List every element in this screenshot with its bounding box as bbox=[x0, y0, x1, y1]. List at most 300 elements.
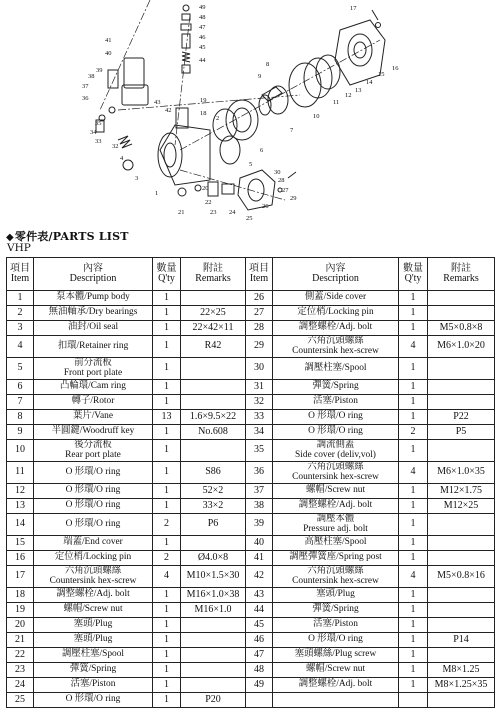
table-header-row bbox=[7, 258, 495, 291]
qty-cell: 4 bbox=[399, 462, 428, 484]
description-cell bbox=[34, 484, 153, 499]
remarks-cell: M8×1.25 bbox=[428, 663, 495, 678]
description-line: 調壓本體 bbox=[316, 513, 355, 524]
description-cell bbox=[34, 551, 153, 566]
table-row bbox=[7, 306, 495, 321]
description-cell bbox=[273, 678, 399, 693]
remarks-cell bbox=[181, 663, 246, 678]
svg-text:20: 20 bbox=[202, 185, 209, 192]
remarks-cell bbox=[428, 306, 495, 321]
remarks-cell: M5×0.8×8 bbox=[428, 321, 495, 336]
qty-cell: 1 bbox=[153, 536, 181, 551]
qty-cell: 1 bbox=[399, 663, 428, 678]
svg-text:34: 34 bbox=[90, 129, 97, 136]
remarks-cell: P5 bbox=[428, 425, 495, 440]
remarks-cell bbox=[428, 358, 495, 380]
qty-cell bbox=[399, 693, 428, 708]
qty-cell: 1 bbox=[153, 440, 181, 462]
description-cell bbox=[273, 588, 399, 603]
description-line: 塞頭/Plug bbox=[316, 589, 355, 600]
remarks-cell bbox=[181, 395, 246, 410]
description-line: 轉子/Rotor bbox=[71, 396, 115, 407]
description-line: 活塞/Piston bbox=[313, 619, 358, 630]
description-line: 前分流板 bbox=[74, 357, 112, 368]
description-line: 活塞/Piston bbox=[70, 679, 116, 690]
svg-text:48: 48 bbox=[199, 14, 206, 21]
remarks-cell: R42 bbox=[181, 336, 246, 358]
description-line: 調壓柱塞/Spool bbox=[304, 362, 367, 373]
description-line: 葉片/Vane bbox=[72, 411, 114, 422]
qty-cell: 1 bbox=[153, 499, 181, 514]
item-number-cell: 29 bbox=[246, 336, 273, 358]
svg-text:44: 44 bbox=[199, 57, 206, 64]
remarks-cell: 22×25 bbox=[181, 306, 246, 321]
item-number-cell: 32 bbox=[246, 395, 273, 410]
svg-text:9: 9 bbox=[258, 73, 262, 80]
item-number-cell: 2 bbox=[7, 306, 34, 321]
svg-text:45: 45 bbox=[199, 44, 206, 51]
svg-text:15: 15 bbox=[378, 71, 385, 78]
remarks-cell bbox=[428, 588, 495, 603]
description-line: 螺帽/Screw nut bbox=[305, 664, 366, 675]
description-cell bbox=[273, 410, 399, 425]
svg-text:23: 23 bbox=[210, 209, 217, 216]
qty-cell: 1 bbox=[399, 380, 428, 395]
description-line: Side cover (deliv,vol) bbox=[295, 449, 376, 460]
qty-cell: 1 bbox=[399, 618, 428, 633]
description-line: 螺帽/Screw nut bbox=[305, 485, 366, 496]
remarks-cell bbox=[181, 440, 246, 462]
section-title: 零件表/PARTS LIST bbox=[14, 230, 129, 243]
description-cell bbox=[34, 462, 153, 484]
item-number-cell: 18 bbox=[7, 588, 34, 603]
table-row bbox=[7, 648, 495, 663]
remarks-cell bbox=[428, 514, 495, 536]
description-cell bbox=[273, 514, 399, 536]
item-number-cell: 21 bbox=[7, 633, 34, 648]
description-cell bbox=[34, 380, 153, 395]
svg-text:32: 32 bbox=[112, 143, 119, 150]
description-line: O 形環/O ring bbox=[308, 426, 363, 437]
description-line: 六角沉頭螺絲 bbox=[307, 335, 364, 346]
description-line: 高壓柱塞/Spool bbox=[304, 537, 367, 548]
description-cell bbox=[273, 499, 399, 514]
description-cell bbox=[273, 291, 399, 306]
description-cell bbox=[34, 588, 153, 603]
svg-text:29: 29 bbox=[290, 195, 297, 202]
svg-text:22: 22 bbox=[205, 199, 212, 206]
remarks-cell: P22 bbox=[428, 410, 495, 425]
description-line: 調壓柱塞/Spool bbox=[62, 649, 124, 660]
description-line: 半圓鍵/Woodruff key bbox=[51, 426, 135, 437]
description-line: 彈簧/Spring bbox=[312, 604, 359, 615]
item-number-cell: 23 bbox=[7, 663, 34, 678]
svg-text:8: 8 bbox=[266, 61, 270, 68]
svg-text:35: 35 bbox=[95, 120, 102, 127]
description-line: 調流側蓋 bbox=[316, 439, 355, 450]
item-number-cell: 31 bbox=[246, 380, 273, 395]
model-label: VHP bbox=[7, 242, 31, 254]
description-line: 定位梢/Locking pin bbox=[297, 307, 374, 318]
qty-cell: 1 bbox=[153, 603, 181, 618]
description-cell bbox=[273, 551, 399, 566]
description-line: O 形環/O ring bbox=[65, 518, 121, 529]
description-cell bbox=[273, 336, 399, 358]
qty-cell: 1 bbox=[399, 395, 428, 410]
qty-cell: 1 bbox=[399, 291, 428, 306]
svg-text:40: 40 bbox=[105, 50, 112, 57]
remarks-cell bbox=[181, 618, 246, 633]
description-cell bbox=[34, 425, 153, 440]
remarks-cell: No.608 bbox=[181, 425, 246, 440]
svg-text:37: 37 bbox=[82, 83, 89, 90]
qty-cell: 13 bbox=[153, 410, 181, 425]
qty-cell: 2 bbox=[153, 551, 181, 566]
description-line: 凸輪環/Cam ring bbox=[60, 381, 126, 392]
qty-cell: 2 bbox=[399, 425, 428, 440]
description-cell bbox=[273, 663, 399, 678]
table-row bbox=[7, 358, 495, 380]
description-line: O 形環/O ring bbox=[65, 694, 121, 705]
table-row bbox=[7, 566, 495, 588]
remarks-cell bbox=[181, 678, 246, 693]
remarks-cell: S86 bbox=[181, 462, 246, 484]
table-row bbox=[7, 395, 495, 410]
svg-text:17: 17 bbox=[350, 5, 357, 12]
header-item: 項目 Item bbox=[7, 258, 34, 291]
table-row bbox=[7, 291, 495, 306]
item-number-cell: 28 bbox=[246, 321, 273, 336]
header-item: 項目 Item bbox=[246, 258, 273, 291]
description-line: O 形環/O ring bbox=[308, 634, 363, 645]
header-qty: 數量 Q'ty bbox=[153, 258, 181, 291]
description-cell bbox=[273, 358, 399, 380]
remarks-cell bbox=[181, 291, 246, 306]
qty-cell: 1 bbox=[153, 693, 181, 708]
svg-text:46: 46 bbox=[199, 34, 206, 41]
qty-cell: 1 bbox=[399, 633, 428, 648]
svg-text:18: 18 bbox=[200, 110, 207, 117]
description-cell bbox=[34, 358, 153, 380]
remarks-cell bbox=[181, 633, 246, 648]
description-line: Countersink hex-screw bbox=[49, 575, 137, 586]
table-row bbox=[7, 536, 495, 551]
description-line: Front port plate bbox=[63, 367, 123, 378]
header-qty: 數量 Q'ty bbox=[399, 258, 428, 291]
qty-cell: 2 bbox=[153, 514, 181, 536]
item-number-cell: 45 bbox=[246, 618, 273, 633]
description-line: O 形環/O ring bbox=[308, 411, 363, 422]
item-number-cell: 43 bbox=[246, 588, 273, 603]
svg-text:33: 33 bbox=[95, 138, 102, 145]
item-number-cell: 10 bbox=[7, 440, 34, 462]
table-row bbox=[7, 440, 495, 462]
svg-text:39: 39 bbox=[96, 67, 103, 74]
svg-text:28: 28 bbox=[278, 177, 285, 184]
description-line: 泵本體/Pump body bbox=[56, 292, 130, 303]
description-line: Countersink hex-screw bbox=[292, 575, 379, 586]
item-number-cell: 44 bbox=[246, 603, 273, 618]
qty-cell: 1 bbox=[399, 678, 428, 693]
description-line: 端蓋/End cover bbox=[63, 537, 123, 548]
svg-text:7: 7 bbox=[290, 127, 294, 134]
item-number-cell: 6 bbox=[7, 380, 34, 395]
item-number-cell: 48 bbox=[246, 663, 273, 678]
description-line: Rear port plate bbox=[65, 449, 121, 460]
item-number-cell: 27 bbox=[246, 306, 273, 321]
description-cell bbox=[273, 693, 399, 708]
description-line: O 形環/O ring bbox=[65, 485, 121, 496]
svg-text:26: 26 bbox=[262, 203, 269, 210]
qty-cell: 1 bbox=[399, 514, 428, 536]
table-row bbox=[7, 499, 495, 514]
description-cell bbox=[34, 440, 153, 462]
table-row bbox=[7, 425, 495, 440]
item-number-cell: 34 bbox=[246, 425, 273, 440]
qty-cell: 1 bbox=[153, 462, 181, 484]
item-number-cell: 7 bbox=[7, 395, 34, 410]
exploded-view-diagram bbox=[0, 0, 500, 228]
svg-text:19: 19 bbox=[200, 97, 207, 104]
item-number-cell: 25 bbox=[7, 693, 34, 708]
description-cell bbox=[273, 306, 399, 321]
table-row bbox=[7, 336, 495, 358]
svg-text:2: 2 bbox=[216, 115, 220, 122]
svg-text:25: 25 bbox=[246, 215, 253, 222]
table-row bbox=[7, 380, 495, 395]
qty-cell: 1 bbox=[399, 321, 428, 336]
description-line: O 形環/O ring bbox=[65, 466, 121, 477]
table-row bbox=[7, 484, 495, 499]
svg-text:13: 13 bbox=[355, 87, 362, 94]
description-cell bbox=[273, 648, 399, 663]
qty-cell: 1 bbox=[399, 648, 428, 663]
remarks-cell: M6×1.0×20 bbox=[428, 336, 495, 358]
description-cell bbox=[34, 306, 153, 321]
description-line: Pressure adj. bolt bbox=[303, 523, 368, 534]
qty-cell: 1 bbox=[153, 484, 181, 499]
item-number-cell: 11 bbox=[7, 462, 34, 484]
remarks-cell bbox=[428, 380, 495, 395]
qty-cell: 1 bbox=[399, 603, 428, 618]
description-line: 螺帽/Screw nut bbox=[63, 604, 123, 615]
qty-cell: 1 bbox=[153, 663, 181, 678]
description-line: 六角沉頭螺絲 bbox=[64, 565, 122, 576]
remarks-cell: M8×1.25×35 bbox=[428, 678, 495, 693]
header-description: 內容 Description bbox=[273, 258, 399, 291]
remarks-cell bbox=[428, 693, 495, 708]
remarks-cell: 52×2 bbox=[181, 484, 246, 499]
description-cell bbox=[273, 425, 399, 440]
table-row bbox=[7, 514, 495, 536]
remarks-cell: P20 bbox=[181, 693, 246, 708]
remarks-cell: 33×2 bbox=[181, 499, 246, 514]
svg-text:36: 36 bbox=[82, 95, 89, 102]
remarks-cell bbox=[428, 648, 495, 663]
item-number-cell: 33 bbox=[246, 410, 273, 425]
qty-cell: 1 bbox=[153, 425, 181, 440]
qty-cell: 1 bbox=[153, 588, 181, 603]
remarks-cell bbox=[428, 536, 495, 551]
description-cell bbox=[34, 648, 153, 663]
item-number-cell: 4 bbox=[7, 336, 34, 358]
remarks-cell: P14 bbox=[428, 633, 495, 648]
remarks-cell: M12×25 bbox=[428, 499, 495, 514]
description-line: 調整螺栓/Adj. bolt bbox=[298, 679, 373, 690]
description-line: 塞頭螺絲/Plug screw bbox=[294, 649, 377, 660]
header-description: 內容 Description bbox=[34, 258, 153, 291]
item-number-cell: 13 bbox=[7, 499, 34, 514]
item-number-cell: 16 bbox=[7, 551, 34, 566]
qty-cell: 1 bbox=[399, 306, 428, 321]
svg-text:5: 5 bbox=[249, 161, 253, 168]
qty-cell: 1 bbox=[399, 410, 428, 425]
item-number-cell: 22 bbox=[7, 648, 34, 663]
svg-text:47: 47 bbox=[199, 24, 206, 31]
qty-cell: 1 bbox=[153, 380, 181, 395]
qty-cell: 1 bbox=[399, 536, 428, 551]
qty-cell: 1 bbox=[399, 358, 428, 380]
svg-text:30: 30 bbox=[274, 169, 281, 176]
description-cell bbox=[34, 321, 153, 336]
item-number-cell: 30 bbox=[246, 358, 273, 380]
description-cell bbox=[273, 536, 399, 551]
qty-cell: 1 bbox=[153, 648, 181, 663]
item-number-cell: 41 bbox=[246, 551, 273, 566]
remarks-cell: Ø4.0×8 bbox=[181, 551, 246, 566]
remarks-cell: M5×0.8×16 bbox=[428, 566, 495, 588]
table-row bbox=[7, 410, 495, 425]
remarks-cell bbox=[428, 440, 495, 462]
qty-cell: 1 bbox=[399, 440, 428, 462]
qty-cell: 1 bbox=[399, 499, 428, 514]
remarks-cell bbox=[181, 358, 246, 380]
remarks-cell bbox=[428, 603, 495, 618]
description-line: 活塞/Piston bbox=[313, 396, 358, 407]
remarks-cell bbox=[428, 618, 495, 633]
item-number-cell: 17 bbox=[7, 566, 34, 588]
header-remarks: 附註 Remarks bbox=[428, 258, 495, 291]
description-cell bbox=[273, 395, 399, 410]
item-number-cell: 3 bbox=[7, 321, 34, 336]
table-row bbox=[7, 462, 495, 484]
description-cell bbox=[273, 566, 399, 588]
description-cell bbox=[273, 603, 399, 618]
description-line: 側蓋/Side cover bbox=[304, 292, 367, 303]
description-line: 調壓彈簧座/Spring post bbox=[289, 552, 382, 563]
description-line: 塞頭/Plug bbox=[73, 634, 113, 645]
qty-cell: 1 bbox=[153, 336, 181, 358]
svg-text:21: 21 bbox=[178, 209, 185, 216]
qty-cell: 1 bbox=[153, 306, 181, 321]
description-line: O 形環/O ring bbox=[65, 500, 121, 511]
item-number-cell: 14 bbox=[7, 514, 34, 536]
table-row bbox=[7, 663, 495, 678]
item-number-cell: 12 bbox=[7, 484, 34, 499]
svg-text:38: 38 bbox=[88, 73, 95, 80]
svg-text:12: 12 bbox=[345, 92, 352, 99]
svg-text:11: 11 bbox=[333, 99, 340, 106]
description-cell bbox=[34, 566, 153, 588]
item-number-cell: 42 bbox=[246, 566, 273, 588]
svg-text:14: 14 bbox=[366, 79, 373, 86]
diamond-bullet-icon: ◆ bbox=[6, 232, 14, 243]
item-number-cell bbox=[246, 693, 273, 708]
description-cell bbox=[273, 440, 399, 462]
remarks-cell: M16×1.0×38 bbox=[181, 588, 246, 603]
qty-cell: 1 bbox=[153, 678, 181, 693]
svg-text:1: 1 bbox=[155, 190, 159, 197]
description-line: 彈簧/Spring bbox=[69, 664, 117, 675]
description-cell bbox=[34, 536, 153, 551]
description-cell bbox=[34, 395, 153, 410]
item-number-cell: 36 bbox=[246, 462, 273, 484]
description-cell bbox=[34, 678, 153, 693]
description-cell bbox=[34, 693, 153, 708]
svg-text:49: 49 bbox=[199, 4, 206, 11]
remarks-cell: M6×1.0×35 bbox=[428, 462, 495, 484]
qty-cell: 1 bbox=[153, 395, 181, 410]
qty-cell: 1 bbox=[399, 484, 428, 499]
description-line: 塞頭/Plug bbox=[73, 619, 113, 630]
item-number-cell: 26 bbox=[246, 291, 273, 306]
parts-list-table bbox=[6, 257, 495, 708]
item-number-cell: 8 bbox=[7, 410, 34, 425]
item-number-cell: 49 bbox=[246, 678, 273, 693]
description-line: 扣環/Retainer ring bbox=[57, 340, 129, 351]
description-cell bbox=[34, 514, 153, 536]
table-row bbox=[7, 588, 495, 603]
svg-text:41: 41 bbox=[105, 37, 112, 44]
item-number-cell: 37 bbox=[246, 484, 273, 499]
remarks-cell: 22×42×11 bbox=[181, 321, 246, 336]
description-cell bbox=[273, 633, 399, 648]
table-row bbox=[7, 633, 495, 648]
svg-text:43: 43 bbox=[154, 99, 161, 106]
description-line: 六角沉頭螺絲 bbox=[307, 565, 364, 576]
description-cell bbox=[34, 603, 153, 618]
item-number-cell: 9 bbox=[7, 425, 34, 440]
qty-cell: 1 bbox=[153, 291, 181, 306]
table-row bbox=[7, 551, 495, 566]
qty-cell: 4 bbox=[399, 336, 428, 358]
description-line: 調整螺栓/Adj. bolt bbox=[298, 322, 373, 333]
svg-text:16: 16 bbox=[392, 65, 399, 72]
remarks-cell: M10×1.5×30 bbox=[181, 566, 246, 588]
table-row bbox=[7, 618, 495, 633]
description-cell bbox=[273, 380, 399, 395]
description-line: 調整螺栓/Adj. bolt bbox=[56, 589, 130, 600]
description-cell bbox=[34, 633, 153, 648]
qty-cell: 4 bbox=[153, 566, 181, 588]
remarks-cell bbox=[428, 395, 495, 410]
qty-cell: 1 bbox=[399, 588, 428, 603]
description-cell bbox=[34, 410, 153, 425]
item-number-cell: 39 bbox=[246, 514, 273, 536]
description-cell bbox=[273, 484, 399, 499]
table-row bbox=[7, 603, 495, 618]
remarks-cell bbox=[428, 291, 495, 306]
description-line: 彈簧/Spring bbox=[312, 381, 359, 392]
item-number-cell: 20 bbox=[7, 618, 34, 633]
svg-text:6: 6 bbox=[260, 147, 264, 154]
svg-text:27: 27 bbox=[282, 187, 289, 194]
description-cell bbox=[273, 462, 399, 484]
description-line: 後分流板 bbox=[74, 439, 112, 450]
description-line: Countersink hex-screw bbox=[292, 345, 379, 356]
svg-text:4: 4 bbox=[120, 155, 124, 162]
item-number-cell: 5 bbox=[7, 358, 34, 380]
